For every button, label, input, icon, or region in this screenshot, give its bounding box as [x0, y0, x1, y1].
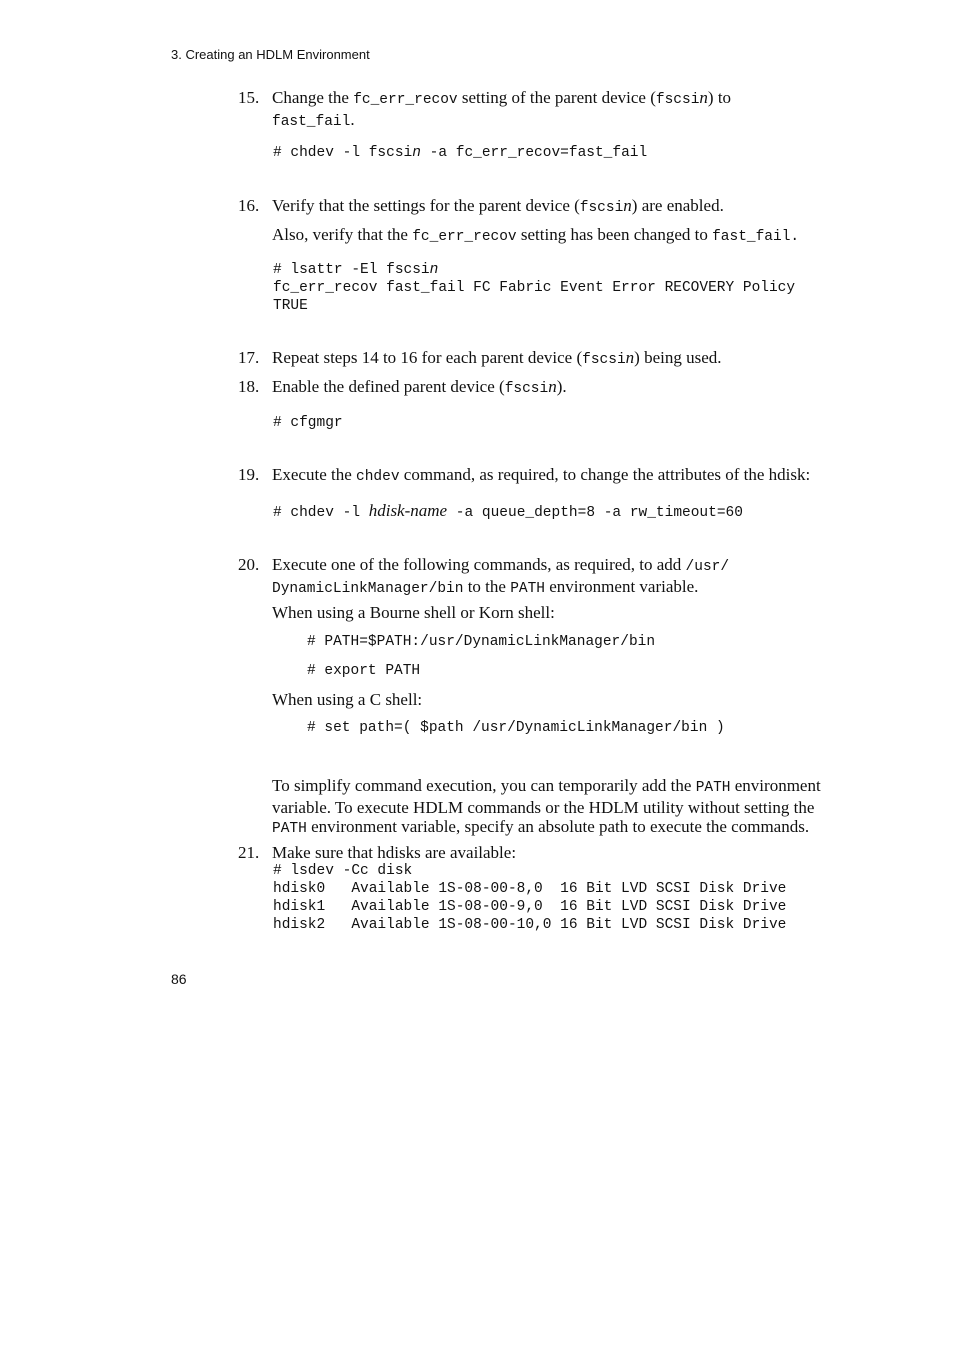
inline-variable: n: [625, 348, 635, 367]
text: Execute the: [272, 465, 357, 484]
inline-code: fast_fail: [272, 114, 351, 130]
code-line: hdisk0 Available 1S-08-00-8,0 16 Bit LVD SCSI Disk Drive: [273, 881, 787, 897]
text: environment: [730, 776, 821, 795]
step-17-text: [272, 348, 852, 370]
inline-code: fast_fail.: [712, 229, 800, 245]
bourne-shell-code-1: # PATH=$PATH:/usr/DynamicLinkManager/bin: [307, 634, 656, 650]
step-19-number: 19.: [238, 465, 260, 484]
path-note: [272, 776, 852, 839]
text: setting has been changed to: [516, 225, 713, 244]
code-line: hdisk1 Available 1S-08-00-9,0 16 Bit LVD SCSI Disk Drive: [273, 899, 787, 915]
c-shell-label: When using a C shell:: [272, 690, 423, 709]
inline-code: PATH: [272, 821, 307, 837]
inline-code: fscsi: [582, 352, 626, 368]
text: environment variable.: [545, 577, 699, 596]
step-18-code: # cfgmgr: [273, 415, 343, 431]
step-20-number: 20.: [238, 555, 260, 574]
code-variable: n: [429, 262, 439, 278]
inline-code: PATH: [510, 581, 545, 597]
text: ) being used.: [634, 348, 722, 367]
text: variable. To execute HDLM commands or the HDLM utility without setting the: [272, 798, 815, 817]
text: to the: [463, 577, 511, 596]
step-17-number: 17.: [238, 348, 260, 367]
inline-code: DynamicLinkManager/bin: [272, 581, 464, 597]
code-line: # lsdev -Cc disk: [273, 863, 413, 879]
inline-code: fc_err_recov: [353, 92, 458, 108]
code-text: # chdev -l: [273, 505, 369, 521]
code-variable: n: [412, 145, 421, 161]
inline-code: /usr/: [685, 559, 730, 575]
step-20-text: [272, 555, 852, 599]
inline-code: fscsi: [504, 381, 549, 397]
running-header: 3. Creating an HDLM Environment: [171, 47, 370, 62]
text: Execute one of the following commands, as required, to add: [272, 555, 686, 574]
code-text: fc_err_recov fast_fail FC Fabric Event Error RECOVERY Policy: [273, 280, 796, 296]
code-text: # lsattr -El fscsi: [273, 262, 430, 278]
text: ).: [556, 377, 567, 396]
inline-code: PATH: [695, 780, 731, 796]
step-16-number: 16.: [238, 196, 260, 215]
step-16-text: [272, 196, 852, 218]
step-15-code: [273, 144, 647, 162]
text: Also, verify that the: [272, 225, 413, 244]
step-21-text: Make sure that hdisks are available:: [272, 843, 517, 862]
text: To simplify command execution, you can temporarily add the: [272, 776, 696, 795]
step-19-text: [272, 465, 852, 487]
inline-code: fc_err_recov: [412, 229, 517, 245]
text: ) to: [707, 88, 732, 107]
text: ) are enabled.: [631, 196, 724, 215]
inline-variable: n: [699, 88, 708, 107]
text: environment variable, specify an absolute path to execute the commands.: [306, 817, 810, 836]
step-18-text: [272, 377, 852, 399]
inline-code: fscsi: [655, 92, 700, 108]
bourne-shell-code-2: # export PATH: [307, 663, 421, 679]
code-text: -a queue_depth=8 -a rw_timeout=60: [447, 505, 743, 521]
text: Change the: [272, 88, 354, 107]
inline-code: fscsi: [579, 200, 624, 216]
text: setting of the parent device (: [457, 88, 656, 107]
text: Verify that the settings for the parent device (: [272, 196, 580, 215]
step-21-number: 21.: [238, 843, 260, 862]
code-variable: hdisk-name: [368, 501, 448, 520]
inline-variable: n: [548, 377, 557, 396]
c-shell-code: # set path=( $path /usr/DynamicLinkManager/bin ): [307, 720, 725, 736]
text: command, as required, to change the attributes of the hdisk:: [399, 465, 811, 484]
step-15-number: 15.: [238, 88, 260, 107]
step-21-code: [273, 862, 786, 934]
step-19-code: [273, 502, 743, 522]
code-text: TRUE: [273, 298, 308, 314]
text: Enable the defined parent device (: [272, 377, 505, 396]
code-text: -a fc_err_recov=fast_fail: [420, 145, 648, 161]
text: Repeat steps 14 to 16 for each parent device (: [272, 348, 583, 367]
page-number: 86: [171, 971, 187, 987]
text: .: [350, 110, 355, 129]
code-line: hdisk2 Available 1S-08-00-10,0 16 Bit LVD SCSI Disk Drive: [273, 917, 787, 933]
step-16-code: [273, 261, 795, 315]
inline-code: chdev: [356, 469, 400, 485]
bourne-shell-label: When using a Bourne shell or Korn shell:: [272, 603, 555, 622]
code-text: # chdev -l fscsi: [273, 145, 413, 161]
step-18-number: 18.: [238, 377, 260, 396]
inline-variable: n: [623, 196, 632, 215]
step-15-text: [272, 88, 852, 132]
step-16-subtext: [272, 225, 852, 247]
